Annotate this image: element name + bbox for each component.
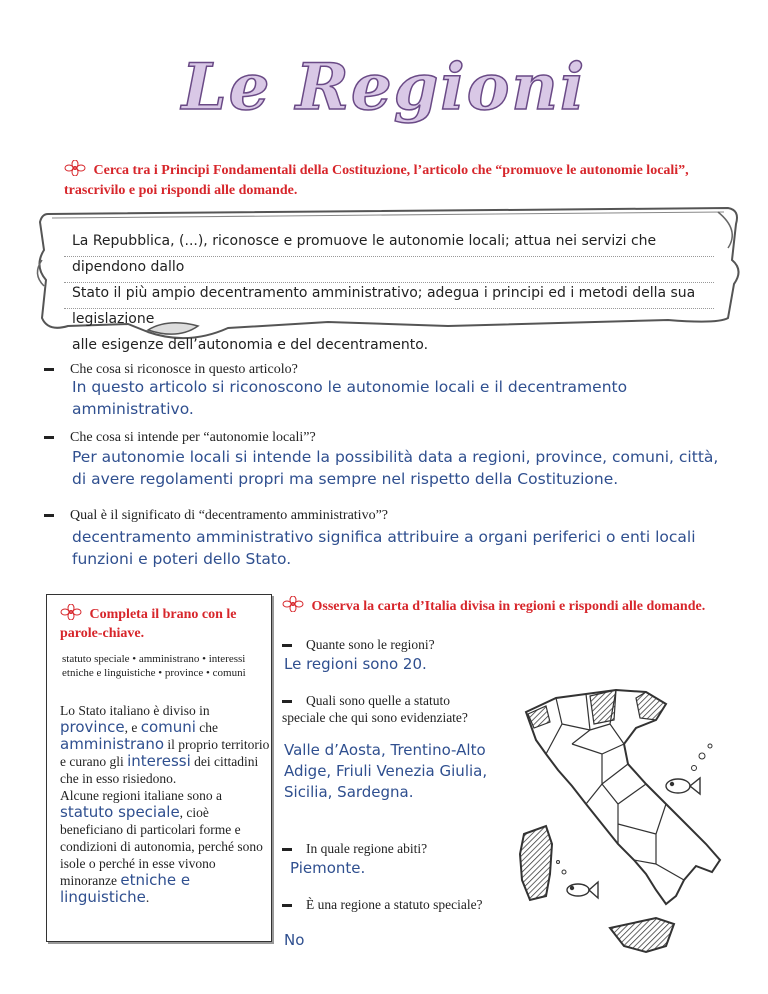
fill-in-passage: Lo Stato italiano è diviso in province, e comuni che amministrano il proprio territorio e curano gli interessi dei cittadini che in esso risiedono. Alcune regioni italiane sono a statuto speciale, cioè beneficiano di particolari forme e condizioni di autonomia, perché sono isole o perché in esse vivono minoranze etniche e linguistiche.	[60, 703, 270, 906]
sicilia-region	[610, 918, 674, 952]
page-title: Le Regioni	[181, 50, 587, 125]
flower-icon	[60, 604, 82, 620]
question-2: Che cosa si intende per “autonomie locali”?	[44, 430, 316, 446]
intro-text: Cerca tra i Principi Fondamentali della Costituzione, l’articolo che “promuove le autonomie locali”, trascrivilo e poi rispondi alle domande.	[64, 163, 689, 198]
dash-bullet	[282, 904, 292, 907]
keyword-list: statuto speciale • amministrano • interessi etniche e linguistiche • province • comuni	[62, 653, 246, 679]
filled-word: etniche e linguistiche	[60, 871, 191, 906]
map-section-title: Osserva la carta d’Italia divisa in regioni e rispondi alle domande.	[282, 596, 722, 617]
article-line: Stato il più ampio decentramento amministrativo; adegua i principi ed i metodi della sua legislazione	[72, 285, 696, 327]
italy-map	[506, 684, 730, 980]
map-answer-2: Valle d’Aosta, Trentino-Alto Adige, Friuli Venezia Giulia, Sicilia, Sardegna.	[284, 741, 488, 801]
filled-word: interessi	[127, 752, 191, 770]
question-3: Qual è il significato di “decentramento amministrativo”?	[44, 508, 388, 524]
map-answer-1: Le regioni sono 20.	[284, 655, 427, 673]
flower-icon	[64, 160, 86, 176]
map-question-1: Quante sono le regioni?	[282, 636, 492, 653]
dash-bullet	[44, 368, 54, 371]
map-question-2: Quali sono quelle a statuto speciale che qui sono evidenziate?	[282, 693, 468, 725]
answer-3: decentramento amministrativo significa attribuire a organi periferici o enti locali funzioni e poteri dello Stato.	[72, 528, 696, 568]
dash-bullet	[282, 700, 292, 703]
article-text	[72, 228, 712, 358]
intro-instruction	[64, 160, 724, 201]
trentino-region	[590, 690, 616, 724]
friuli-region	[636, 692, 666, 720]
mainland-shape	[526, 690, 720, 904]
answer-1: In questo articolo si riconoscono le autonomie locali e il decentramento amministrativo.	[72, 378, 628, 418]
map-answer-4: No	[284, 931, 305, 949]
question-1: Che cosa si riconosce in questo articolo?	[44, 362, 298, 378]
filled-word: statuto speciale	[60, 803, 180, 821]
dash-bullet	[44, 514, 54, 517]
filled-word: amministrano	[60, 735, 164, 753]
filled-word: comuni	[140, 718, 196, 736]
map-question-4: È una regione a statuto speciale?	[282, 896, 492, 913]
map-question-3: In quale regione abiti?	[282, 840, 492, 857]
answer-2: Per autonomie locali si intende la possibilità data a regioni, province, comuni, città, di avere regolamenti propri ma sempre nel rispetto della Costituzione.	[72, 448, 719, 488]
filled-word: province	[60, 718, 125, 736]
sardegna-region	[520, 826, 552, 900]
dash-bullet	[282, 848, 292, 851]
dash-bullet	[282, 644, 292, 647]
box-title: Completa il brano con le parole-chiave.	[60, 604, 270, 643]
flower-icon	[282, 596, 304, 612]
article-line: alle esigenze dell’autonomia e del decentramento.	[72, 337, 429, 353]
article-line: La Repubblica, (...), riconosce e promuove le autonomie locali; attua nei servizi che dipendono dallo	[72, 233, 657, 275]
dash-bullet	[44, 436, 54, 439]
map-answer-3: Piemonte.	[290, 859, 366, 877]
